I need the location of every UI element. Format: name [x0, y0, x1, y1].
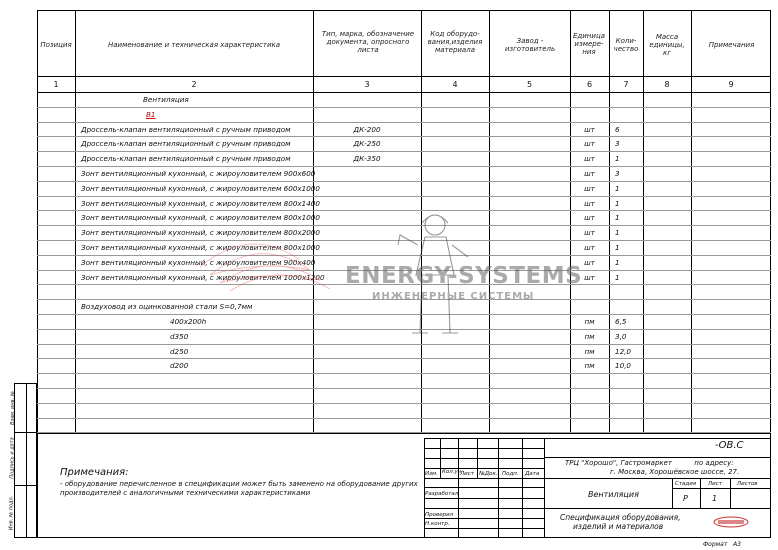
stamp-col-count: Кол.уч [442, 469, 462, 475]
notes-title: Примечания: [60, 467, 129, 478]
company-logo [712, 514, 750, 528]
row-unit: пм [584, 361, 595, 371]
row-unit: пм [584, 346, 595, 356]
row-qty: 1 [615, 243, 620, 252]
row-unit: шт [584, 139, 595, 149]
row-unit: шт [584, 257, 595, 267]
row-divider [37, 373, 771, 374]
stamp-stage: Р [683, 494, 688, 503]
row-unit: шт [584, 198, 595, 208]
stamp-stage-label: Стадия [675, 481, 697, 487]
row-divider [37, 432, 771, 433]
row-unit: шт [584, 213, 595, 223]
row-name: Дроссель-клапан вентиляционный с ручным приводом [81, 139, 291, 149]
header-name: Наименование и техническая характеристика [107, 41, 281, 49]
stamp-sheets-label: Листов [737, 481, 758, 487]
header-unit: Единица измере-ния [573, 32, 605, 56]
row-unit: шт [584, 124, 595, 134]
stamp-role-checked: Проверил [425, 512, 454, 518]
row-name: d350 [170, 331, 189, 341]
row-name: В1 [146, 109, 156, 119]
row-qty: 1 [615, 183, 620, 193]
row-divider [37, 136, 771, 137]
col-number-1: 1 [53, 80, 59, 89]
row-divider [37, 388, 771, 389]
row-name: Вентиляция [143, 95, 189, 104]
stamp-doc-title-2: изделий и материалов [573, 522, 664, 531]
row-unit: шт [584, 228, 595, 238]
stamp-doc-title-1: Спецификация оборудования, [560, 513, 681, 522]
header-code: Код оборудо-вания,изделия материала [427, 30, 483, 54]
side-label-replace: Взам. инв. № [9, 391, 16, 425]
row-qty: 6,5 [615, 317, 627, 326]
stamp-col-date: Дата [525, 471, 540, 477]
row-name: Зонт вентиляционный кухонный, с жироуловителем 800х2000 [81, 228, 320, 238]
row-divider [37, 107, 771, 108]
col-number-5: 5 [526, 80, 533, 89]
row-name: Зонт вентиляционный кухонный, с жироуловителем 900х400 [81, 257, 316, 267]
stamp-object-line-1: ТРЦ "Хорошо", Гастромаркет по адресу: [565, 459, 734, 467]
row-qty: 1 [615, 213, 620, 223]
row-name: Зонт вентиляционный кухонный, с жироуловителем 800х1000 [81, 213, 320, 223]
row-name: Зонт вентиляционный кухонный, с жироуловителем 800х1400 [81, 198, 320, 208]
row-qty: 3 [615, 169, 620, 178]
row-type: ДК-250 [353, 139, 381, 149]
format-label: Формат А3 [703, 541, 741, 548]
row-name: Воздуховод из оцинкованной стали S=0,7мм [81, 302, 253, 312]
row-divider [37, 151, 771, 152]
col-number-7: 7 [623, 80, 629, 89]
row-divider [37, 166, 771, 167]
stamp-sheet-label: Лист [708, 481, 722, 487]
row-qty: 12,0 [615, 346, 632, 356]
row-unit: шт [584, 169, 595, 178]
row-qty: 1 [615, 272, 620, 282]
row-qty: 3 [615, 139, 620, 149]
row-name: Зонт вентиляционный кухонный, с жироуловителем 900х600 [81, 169, 316, 178]
row-divider [37, 403, 771, 404]
header-mass: Масса единицы, кг [649, 33, 685, 57]
row-name: Зонт вентиляционный кухонный, с жироуловителем 800х1000 [81, 243, 320, 252]
stamp-role-developed: Разработал [425, 491, 459, 497]
watermark-brand: ENERGY-SYSTEMS [345, 263, 583, 289]
watermark-subtitle: ИНЖЕНЕРНЫЕ СИСТЕМЫ [372, 291, 535, 302]
company-logo-icon [712, 515, 750, 529]
row-unit: пм [584, 317, 595, 326]
stamp-sheet: 1 [712, 494, 718, 503]
row-divider [37, 181, 771, 182]
stamp-col-signature: Подп. [502, 471, 519, 477]
stamp-role-normcontrol: Н.контр. [425, 521, 450, 527]
row-qty: 1 [615, 154, 620, 164]
row-qty: 1 [615, 228, 620, 238]
row-unit: пм [584, 331, 595, 341]
row-unit: шт [584, 272, 595, 282]
side-label-sign: Подпись и дата [9, 437, 16, 479]
row-divider [37, 418, 771, 419]
stamp-col-docnum: №Док. [479, 471, 498, 477]
stamp-object-line-2: г. Москва, Хорошёвское шоссе, 27. [610, 468, 740, 476]
col-number-9: 9 [728, 80, 734, 89]
col-number-8: 8 [664, 80, 670, 89]
stamp-col-sheet: Лист [460, 471, 474, 477]
row-unit: шт [584, 243, 595, 252]
notes-line-1: - оборудование перечисленное в спецификации может быть заменено на оборудование других [60, 480, 418, 488]
stamp-section: Вентиляция [588, 490, 639, 499]
stamp-col-change: Изм. [425, 471, 438, 477]
row-name: d200 [170, 361, 189, 371]
col-number-4: 4 [452, 80, 458, 89]
watermark [200, 205, 600, 345]
row-divider [37, 358, 771, 359]
row-type: ДК-200 [353, 124, 381, 134]
col-number-6: 6 [586, 80, 593, 89]
row-name: Дроссель-клапан вентиляционный с ручным приводом [81, 154, 291, 164]
notes-line-2: производителей с аналогичными техническими характеристиками [60, 489, 311, 497]
row-name: Зонт вентиляционный кухонный, с жироуловителем 1000х1200 [81, 272, 325, 282]
side-label-inventory: Инв. № подл. [8, 495, 15, 531]
header-notes: Примечания [708, 41, 755, 49]
header-maker: Завод - изготовитель [504, 37, 556, 53]
col-number-3: 3 [364, 80, 370, 89]
row-divider [37, 122, 771, 123]
row-qty: 1 [615, 198, 620, 208]
row-name: Дроссель-клапан вентиляционный с ручным приводом [81, 124, 291, 134]
row-divider [37, 196, 771, 197]
row-qty: 1 [615, 257, 620, 267]
row-name: Зонт вентиляционный кухонный, с жироуловителем 600х1000 [81, 183, 320, 193]
header-position: Позиция [40, 41, 72, 49]
row-unit: шт [584, 154, 595, 164]
row-type: ДК-350 [353, 154, 381, 164]
header-type: Тип, марка, обозначение документа, опросного листа [321, 30, 415, 54]
row-qty: 10,0 [615, 361, 632, 371]
stamp-doc-code: -ОВ.С [715, 440, 744, 451]
row-name: d250 [170, 346, 189, 356]
row-qty: 3,0 [615, 331, 627, 341]
header-qty: Коли-чество [613, 37, 639, 53]
row-qty: 6 [615, 124, 620, 134]
row-name: 400х200h [170, 317, 207, 326]
row-unit: шт [584, 183, 595, 193]
col-number-2: 2 [191, 80, 197, 89]
